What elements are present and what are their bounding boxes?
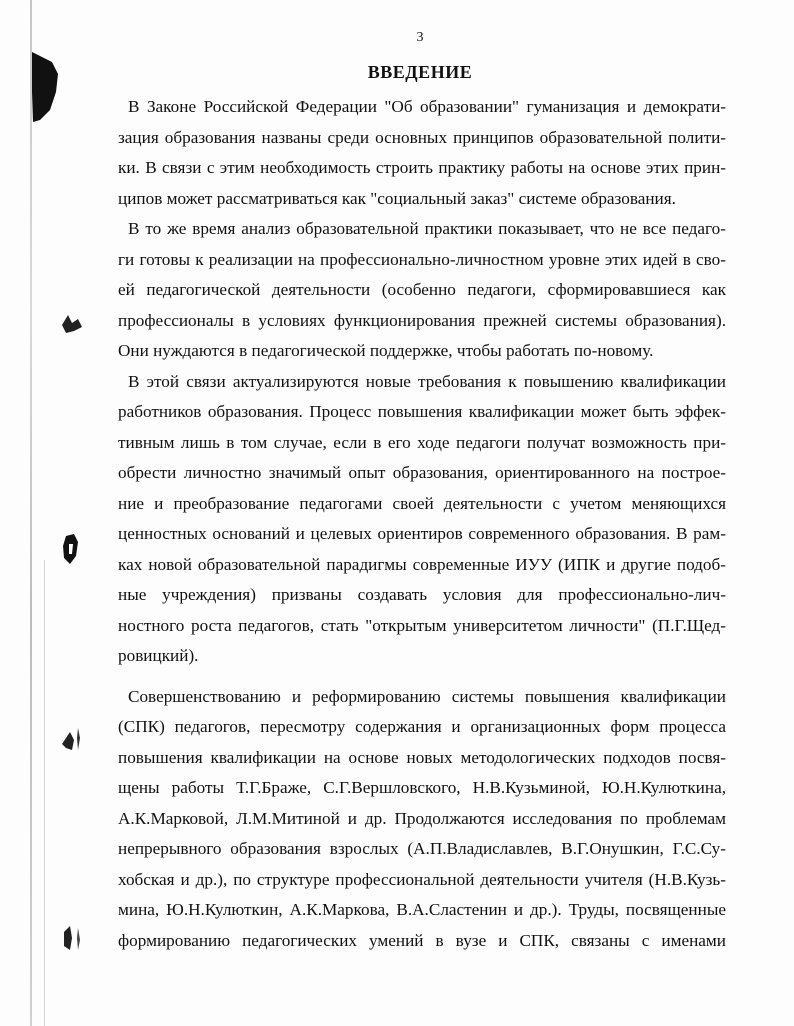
text-line: непрерывного образования взрослых (А.П.Владиславлев, В.Г.Онушкин, Г.С.Су- (118, 839, 726, 858)
text-line: тивным лишь в том случае, если в его ходе педагоги получат возможность при- (118, 432, 726, 452)
scan-edge-line (30, 0, 32, 1026)
text-line: формированию педагогических умений в вузе и СПК, связаны с именами (118, 930, 726, 950)
punch-hole-mark (58, 722, 86, 756)
text-line: ние и преобразование педагогами своей деятельности с учетом меняющихся (118, 493, 726, 513)
paragraph-gap (118, 672, 726, 682)
punch-hole-mark (58, 305, 86, 339)
text-line: ках новой образовательной парадигмы современные ИУУ (ИПК и другие подоб- (118, 554, 726, 574)
page-number: 3 (416, 30, 424, 45)
text-line: ные учреждения) призваны создавать условия для профессионально-лич- (118, 585, 726, 604)
paragraph (118, 682, 726, 957)
paragraph (118, 92, 726, 214)
text-line: обрести личностно значимый опыт образования, ориентированного на построе- (118, 463, 726, 482)
text-line: щены работы Т.Г.Браже, С.Г.Вершловского, Н.В.Кузьминой, Ю.Н.Кулюткина, (118, 778, 726, 797)
body-text (118, 92, 726, 956)
text-line: (СПК) педагогов, пересмотру содержания и организационных форм процесса (118, 717, 726, 736)
text-line: Совершенствованию и реформированию системы повышения квалификации (128, 686, 726, 706)
paragraph (118, 214, 726, 367)
text-line: ки. В связи с этим необходимость строить практику работы на основе этих прин- (118, 158, 726, 177)
punch-hole-mark (58, 920, 86, 954)
text-line: зация образования названы среди основных принципов образовательной полити- (118, 127, 726, 147)
text-line: ценностных оснований и целевых ориентиров современного образования. В рам- (118, 524, 726, 543)
text-line: работников образования. Процесс повышения квалификации может быть эффек- (118, 402, 726, 421)
text-line: Они нуждаются в педагогической поддержке, чтобы работать по-новому. (118, 341, 654, 360)
scan-edge-line-secondary (44, 560, 45, 1026)
text-line: мина, Ю.Н.Кулюткин, А.К.Маркова, В.А.Сластенин и др.). Труды, посвященные (118, 900, 726, 919)
text-line: ностного роста педагогов, стать "открытым университетом личности" (П.Г.Щед- (118, 615, 726, 635)
text-line: ги готовы к реализации на профессионально-личностном уровне этих идей в сво- (118, 249, 726, 269)
text-line: В этой связи актуализируются новые требования к повышению квалификации (128, 371, 726, 391)
text-line: повышения квалификации на основе новых методологических подходов посвя- (118, 747, 726, 767)
text-line: профессионалы в условиях функционирования прежней системы образования). (118, 310, 726, 330)
punch-hole-mark (58, 532, 86, 566)
text-line: ципов может рассматриваться как "социальный заказ" системе образования. (118, 188, 676, 208)
text-line: А.К.Марковой, Л.М.Митиной и др. Продолжаются исследования по проблемам (118, 808, 726, 828)
text-line: ровицкий). (118, 646, 199, 665)
page-title: ВВЕДЕНИЕ (367, 62, 473, 82)
text-line: В то же время анализ образовательной практики показывает, что не все педаго- (128, 219, 726, 238)
paragraph (118, 367, 726, 672)
text-line: В Законе Российской Федерации "Об образовании" гуманизация и демократи- (128, 97, 726, 116)
text-line: ей педагогической деятельности (особенно педагоги, сформировавшиеся как (118, 280, 726, 299)
text-line: хобская и др.), по структуре профессиональной деятельности учителя (Н.В.Кузь- (118, 869, 726, 889)
